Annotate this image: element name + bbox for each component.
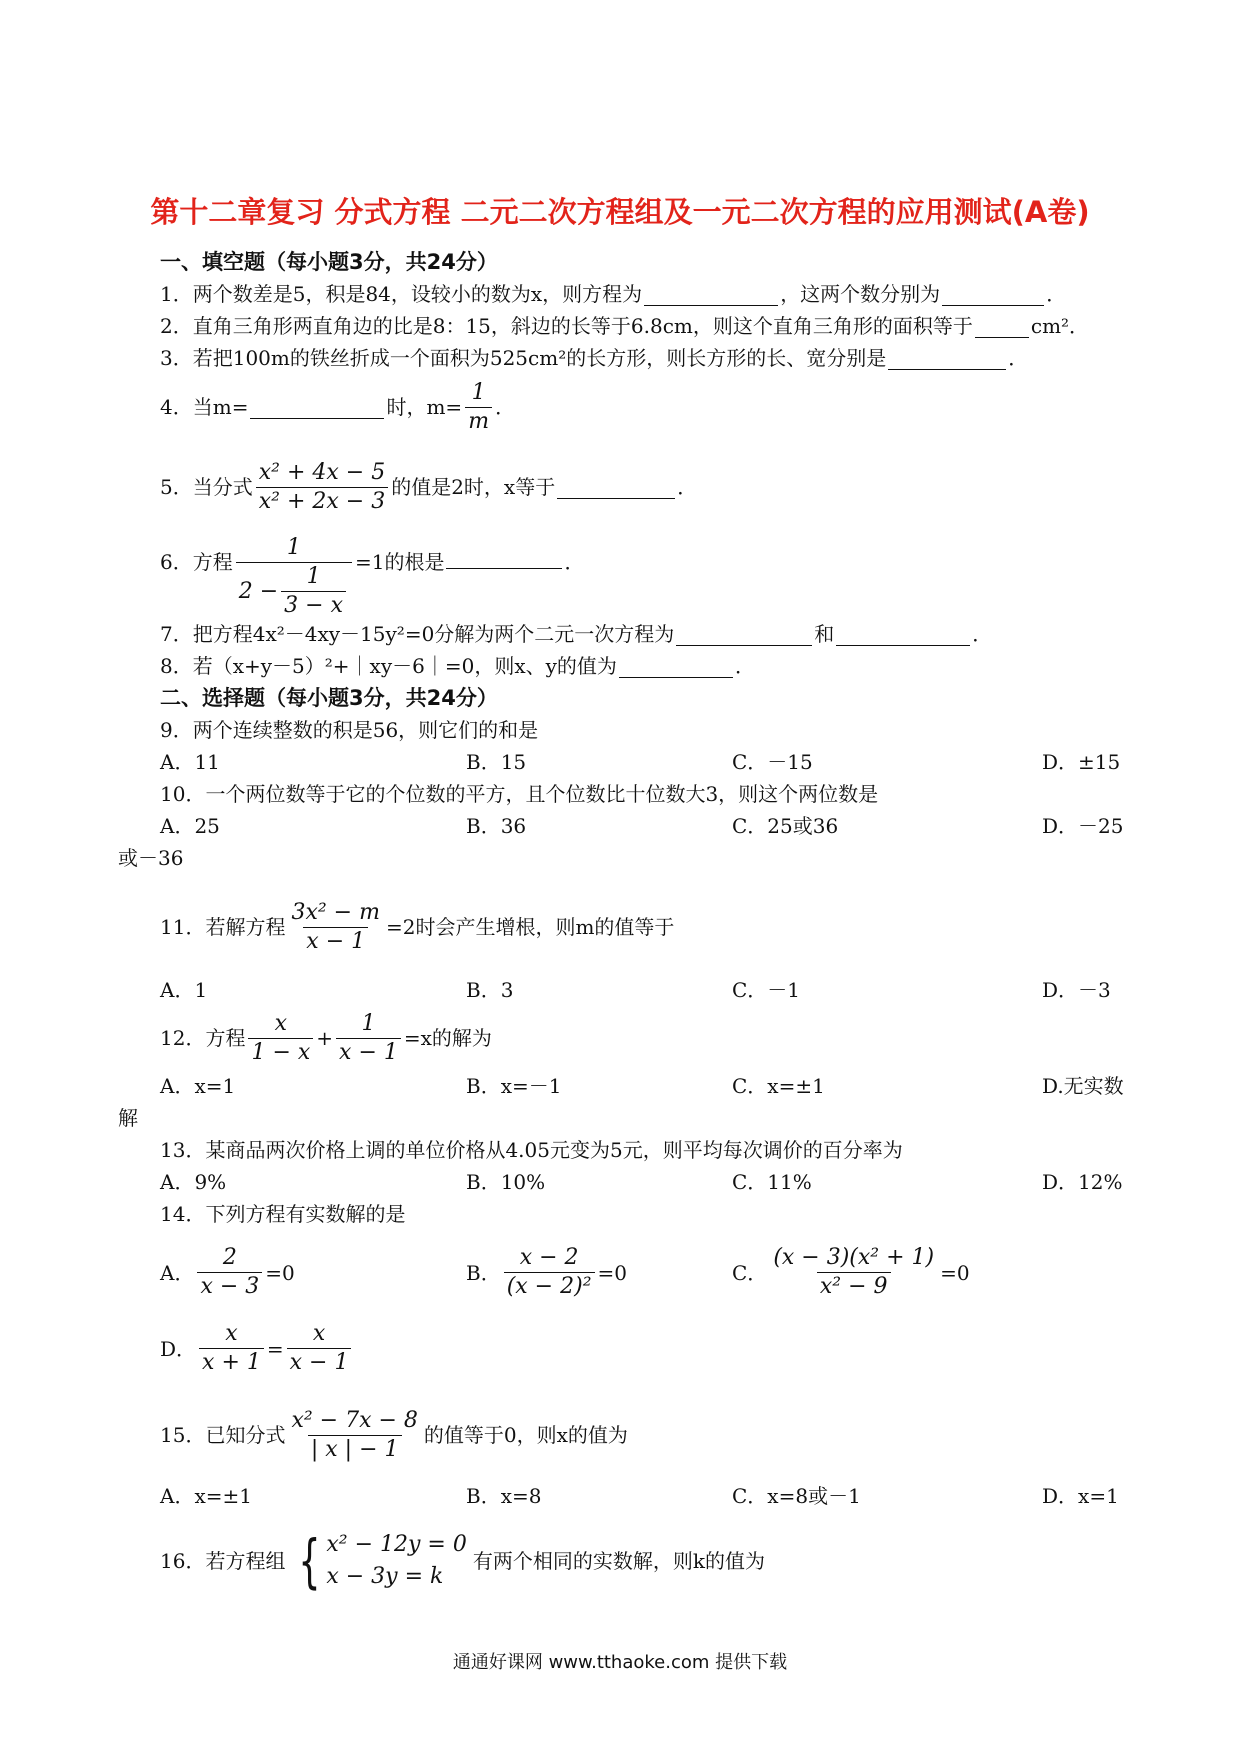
option-a[interactable]: A．9% bbox=[160, 1170, 227, 1194]
question-11: 11．若解方程 $\frac{\text{3x² − m}}{x - 1}$ =2时会产生增根，则m的值等于 bbox=[160, 899, 675, 954]
option-d-wrap: 或－36 bbox=[118, 846, 184, 870]
fraction: $\frac{\text{3x² − m}}{x - 1}$ bbox=[291, 899, 380, 954]
option-c[interactable]: C． $\frac{\text{(x − 3)(x² + 1)}}{\text{x² − 9}}$ =0 bbox=[732, 1245, 970, 1299]
fraction: $\frac{x}{x + 1}$ bbox=[199, 1320, 264, 1377]
fraction: $\frac{\text{x² − 7x − 8}}{| x | - 1}$ bbox=[291, 1407, 418, 1462]
fraction: $\frac{2}{x - 3}$ bbox=[197, 1244, 262, 1301]
option-a[interactable]: A．x=1 bbox=[160, 1074, 236, 1098]
option-c[interactable]: C．x=±1 bbox=[732, 1074, 825, 1098]
question-10: 10．一个两位数等于它的个位数的平方，且个位数比十位数大3，则这个两位数是 bbox=[160, 782, 879, 806]
brace-icon: { bbox=[298, 1527, 321, 1595]
option-a[interactable]: A．x=±1 bbox=[160, 1484, 252, 1508]
fraction: $\frac{1}{x - 1}$ bbox=[336, 1010, 401, 1067]
page-title: 第十二章复习 分式方程 二元二次方程组及一元二次方程的应用测试(A卷) bbox=[150, 195, 1090, 229]
options-9 bbox=[160, 746, 1128, 778]
answer-blank[interactable] bbox=[446, 546, 562, 569]
option-d[interactable]: D．x=1 bbox=[1042, 1484, 1119, 1508]
option-a[interactable]: A．25 bbox=[160, 814, 220, 838]
nested-fraction: 1 2 − $\frac{1}{3 - x}$ bbox=[236, 534, 352, 620]
option-c[interactable]: C．25或36 bbox=[732, 814, 839, 838]
footer-credit: 通通好课网 www.tthaoke.com 提供下载 bbox=[452, 1652, 788, 1673]
options-10 bbox=[160, 810, 1128, 842]
section-heading-choice: 二、选择题（每小题3分，共24分） bbox=[160, 686, 498, 710]
option-d[interactable]: D． $\frac{x}{x + 1}$ = $\frac{x}{x - 1}$ bbox=[160, 1320, 354, 1377]
question-4: 4．当m= 时，m= $\frac{1}{m}$ ． bbox=[160, 379, 516, 434]
question-2: 2．直角三角形两直角边的比是8：15，斜边的长等于6.8cm，则这个直角三角形的面积等于 cm²． bbox=[160, 314, 1090, 338]
fraction: $\frac{x - 2}{\text{(x − 2)²}}$ bbox=[504, 1244, 595, 1301]
option-d[interactable]: D.无实数 bbox=[1042, 1074, 1124, 1098]
option-a[interactable]: A．11 bbox=[160, 750, 220, 774]
question-list bbox=[118, 246, 1128, 1596]
options-13 bbox=[160, 1166, 1128, 1198]
question-13: 13．某商品两次价格上调的单位价格从4.05元变为5元，则平均每次调价的百分率为 bbox=[160, 1138, 903, 1162]
answer-blank[interactable] bbox=[619, 655, 733, 678]
option-c[interactable]: C．x=8或－1 bbox=[732, 1484, 861, 1508]
answer-blank[interactable] bbox=[975, 315, 1029, 338]
section-heading-fill-blank: 一、填空题（每小题3分，共24分） bbox=[160, 250, 498, 274]
options-14 bbox=[160, 1244, 1128, 1310]
options-11 bbox=[160, 974, 1128, 1006]
option-d[interactable]: D．－25 bbox=[1042, 814, 1124, 838]
answer-blank[interactable] bbox=[250, 396, 384, 419]
answer-blank[interactable] bbox=[676, 623, 812, 646]
question-12: 12．方程 $\frac{x}{1 - x}$ + $\frac{1}{x - 1}$ =x的解为 bbox=[160, 1010, 492, 1065]
option-c[interactable]: C．－15 bbox=[732, 750, 813, 774]
option-a[interactable]: A． $\frac{2}{x - 3}$ =0 bbox=[160, 1245, 295, 1299]
option-d[interactable]: D．±15 bbox=[1042, 750, 1121, 774]
fraction: $\frac{x}{x - 1}$ bbox=[287, 1320, 352, 1377]
fraction: $\frac{1}{m}$ bbox=[465, 379, 492, 436]
option-d[interactable]: D．12% bbox=[1042, 1170, 1123, 1194]
question-5: 5．当分式 $\frac{\text{x² + 4x − 5}}{\text{x² + 2x − 3}}$ 的值是2时，x等于 ． bbox=[160, 459, 698, 514]
question-8: 8．若（x+y－5）²+｜xy－6｜=0，则x、y的值为 ． bbox=[160, 654, 755, 678]
answer-blank[interactable] bbox=[557, 476, 675, 499]
question-6: 6．方程 1 2 − $\frac{1}{3 - x}$ =1的根是 ． bbox=[160, 535, 585, 618]
option-b[interactable]: B．15 bbox=[466, 750, 527, 774]
question-15: 15．已知分式 $\frac{\text{x² − 7x − 8}}{| x | - 1}$ 的值等于0，则x的值为 bbox=[160, 1407, 628, 1462]
answer-blank[interactable] bbox=[836, 623, 970, 646]
option-b[interactable]: B．3 bbox=[466, 978, 514, 1002]
question-1: 1．两个数差是5，积是84，设较小的数为x，则方程为 ，这两个数分别为 ． bbox=[160, 282, 1067, 306]
question-3: 3．若把100m的铁丝折成一个面积为525cm²的长方形，则长方形的长、宽分别是 ． bbox=[160, 346, 1029, 370]
answer-blank[interactable] bbox=[888, 347, 1006, 370]
option-d-wrap: 解 bbox=[118, 1106, 138, 1130]
option-b[interactable]: B．x=8 bbox=[466, 1484, 542, 1508]
fraction: $\frac{\text{(x − 3)(x² + 1)}}{\text{x² − 9}}$ bbox=[773, 1245, 935, 1299]
question-14: 14．下列方程有实数解的是 bbox=[160, 1202, 406, 1226]
answer-blank[interactable] bbox=[644, 283, 778, 306]
option-b[interactable]: B．x=－1 bbox=[466, 1074, 562, 1098]
question-7: 7．把方程4x²－4xy－15y²=0分解为两个二元一次方程为 和 ． bbox=[160, 622, 993, 646]
fraction: $\frac{1}{3 - x}$ bbox=[281, 563, 346, 620]
fraction: $\frac{\text{x² + 4x − 5}}{\text{x² + 2x − 3}}$ bbox=[256, 459, 388, 516]
option-c[interactable]: C．－1 bbox=[732, 978, 801, 1002]
options-12 bbox=[160, 1070, 1128, 1102]
option-b[interactable]: B． $\frac{x - 2}{\text{(x − 2)²}}$ =0 bbox=[466, 1245, 627, 1299]
option-b[interactable]: B．36 bbox=[466, 814, 527, 838]
options-14-d bbox=[160, 1320, 1128, 1386]
equation-system: { x² − 12y = 0 x − 3y = k bbox=[298, 1527, 467, 1595]
option-d[interactable]: D．－3 bbox=[1042, 978, 1111, 1002]
question-9: 9．两个连续整数的积是56，则它们的和是 bbox=[160, 718, 539, 742]
option-b[interactable]: B．10% bbox=[466, 1170, 546, 1194]
option-a[interactable]: A．1 bbox=[160, 978, 208, 1002]
option-c[interactable]: C．11% bbox=[732, 1170, 812, 1194]
answer-blank[interactable] bbox=[942, 283, 1044, 306]
options-15 bbox=[160, 1480, 1128, 1512]
fraction: $\frac{x}{1 - x}$ bbox=[248, 1010, 313, 1067]
question-16: 16．若方程组 { x² − 12y = 0 x − 3y = k 有两个相同的实数解，则k的值为 bbox=[160, 1527, 765, 1595]
